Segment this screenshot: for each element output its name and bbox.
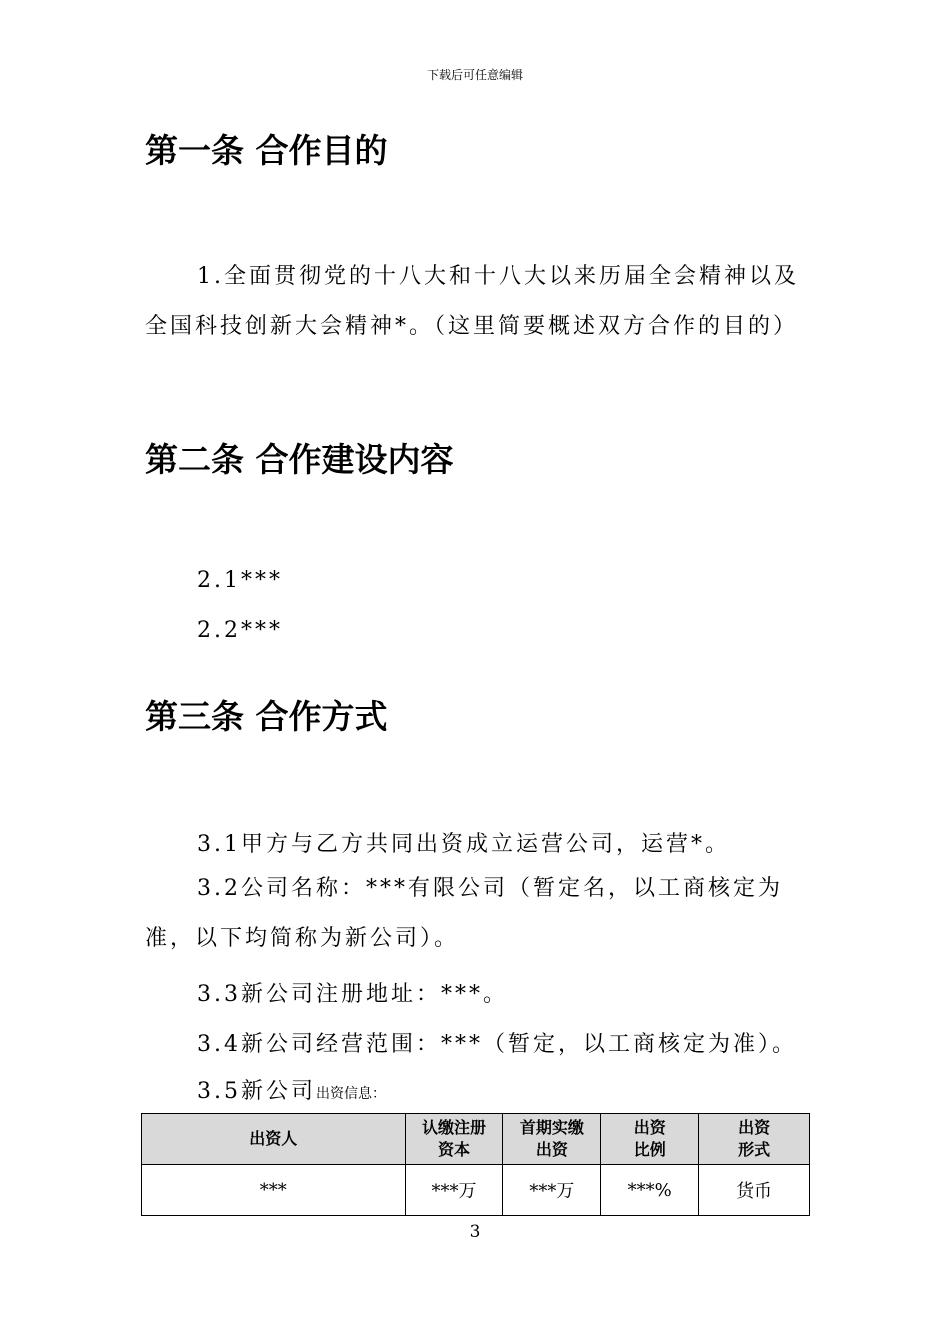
page-header: 下载后可任意编辑 (426, 68, 523, 82)
section-3-item-3: 3.3新公司注册地址：***。 (197, 982, 508, 1007)
page-number: 3 (469, 1222, 481, 1242)
col-form: 出资 形式 (699, 1114, 810, 1165)
section-3-item-2: 3.2公司名称：***有限公司（暂定名，以工商核定为准，以下均简称为新公司）。 (145, 876, 783, 951)
cell-initial-paid: ***万 (503, 1165, 601, 1216)
col-initial-paid: 首期实缴 出资 (503, 1114, 601, 1165)
section-1-title: 第一条 合作目的 (145, 131, 388, 170)
cell-form: 货币 (699, 1165, 810, 1216)
section-1-paragraph: 1.全面贯彻党的十八大和十八大以来历届全会精神以及全国科技创新大会精神*。（这里简要概述双方合作的目的） (145, 264, 799, 339)
section-3-item-5-small: 出资信息： (316, 1086, 386, 1102)
section-3-item-4: 3.4新公司经营范围：***（暂定，以工商核定为准）。 (197, 1032, 797, 1057)
col-ratio: 出资 比例 (601, 1114, 699, 1165)
table-row (142, 1165, 810, 1216)
section-3-item-5 (197, 1074, 386, 1105)
section-2-title: 第二条 合作建设内容 (145, 440, 454, 479)
section-2-item-2: 2.2*** (197, 618, 283, 643)
table-header-row (142, 1114, 810, 1165)
cell-subscribed-capital: ***万 (405, 1165, 503, 1216)
section-3-item-1: 3.1甲方与乙方共同出资成立运营公司，运营*。 (197, 832, 730, 857)
investment-table (141, 1113, 810, 1216)
cell-investor: *** (142, 1165, 406, 1216)
col-subscribed-capital: 认缴注册 资本 (405, 1114, 503, 1165)
cell-ratio: ***% (601, 1165, 699, 1216)
col-investor: 出资人 (142, 1114, 406, 1165)
section-3-item-5-main: 3.5新公司 (197, 1079, 316, 1104)
section-3-title: 第三条 合作方式 (145, 697, 388, 736)
section-2-item-1: 2.1*** (197, 568, 283, 593)
